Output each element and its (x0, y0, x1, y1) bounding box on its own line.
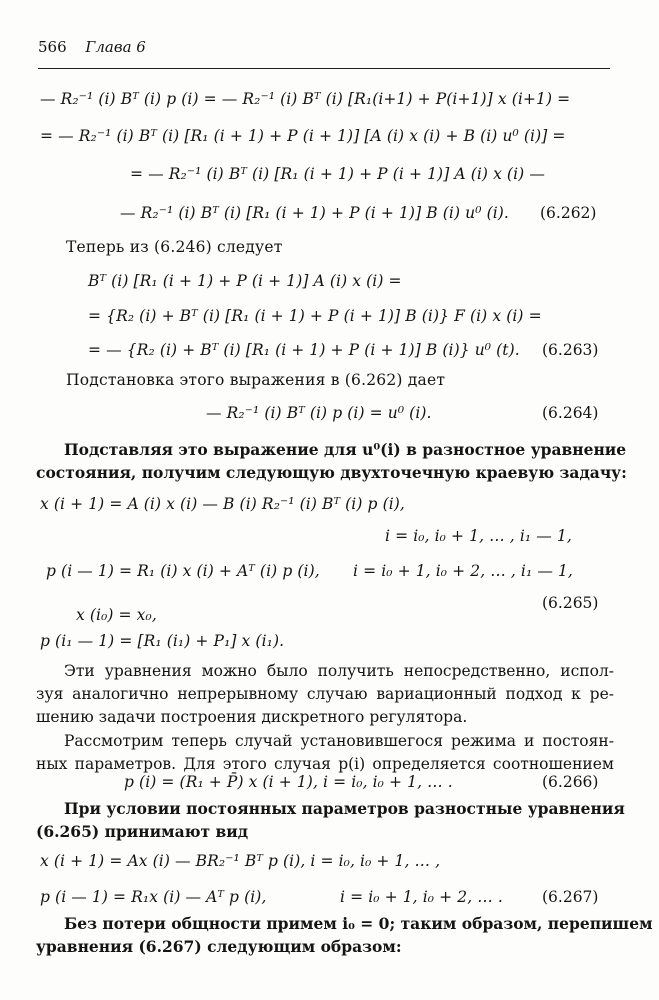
paragraph-5-line-1: Без потери общности примем i₀ = 0; таким образом, перепишем (64, 914, 653, 933)
paragraph-2-line-1: Эти уравнения можно было получить непосредственно, испол- (64, 662, 614, 680)
paragraph-4-line-1: При условии постоянных параметров разностные уравнения (64, 799, 625, 818)
eq265-line1: x (i + 1) = A (i) x (i) — B (i) R₂⁻¹ (i) Bᵀ (i) p (i), (40, 495, 405, 513)
eq266-line1: p (i) = (R₁ + P̄) x (i + 1), i = i₀, i₀ + 1, … . (124, 773, 453, 791)
paragraph-5 (36, 912, 653, 958)
eq263-line1: Bᵀ (i) [R₁ (i + 1) + P (i + 1)] A (i) x (i) = (88, 272, 402, 290)
eq262-number: (6.262) (540, 204, 597, 222)
paragraph-1 (36, 438, 627, 484)
eq263-number: (6.263) (542, 341, 599, 359)
eq266-number: (6.266) (542, 773, 599, 791)
eq265-line4: p (i₁ — 1) = [R₁ (i₁) + P₁] x (i₁). (40, 632, 285, 650)
page-header (38, 38, 146, 56)
eq267-line2-range: i = i₀ + 1, i₀ + 2, … . (340, 888, 503, 906)
header-rule (38, 68, 610, 69)
eq262-line2: = — R₂⁻¹ (i) Bᵀ (i) [R₁ (i + 1) + P (i + 1)] [A (i) x (i) + B (i) u⁰ (i)] = (40, 127, 566, 145)
paragraph-4 (36, 797, 625, 843)
text-substitution: Подстановка этого выражения в (6.262) дает (66, 371, 446, 389)
eq267-number: (6.267) (542, 888, 599, 906)
page-number: 566 (38, 38, 67, 56)
eq262-line4: — R₂⁻¹ (i) Bᵀ (i) [R₁ (i + 1) + P (i + 1)] B (i) u⁰ (i). (120, 204, 509, 222)
eq264-number: (6.264) (542, 404, 599, 422)
paragraph-4-line-2: (6.265) принимают вид (36, 822, 249, 841)
eq267-line2: p (i — 1) = R₁x (i) — Aᵀ p (i), (40, 888, 267, 906)
eq265-line1-range: i = i₀, i₀ + 1, … , i₁ — 1, (385, 527, 572, 545)
paragraph-1-line-1: Подставляя это выражение для u⁰(i) в разностное уравнение (64, 440, 627, 459)
paragraph-2-line-2: зуя аналогично непрерывному случаю вариационный подход к ре- (36, 685, 614, 703)
paragraph-2-line-3: шению задачи построения дискретного регулятора. (36, 708, 468, 726)
paragraph-2 (36, 660, 614, 729)
text-from-246: Теперь из (6.246) следует (66, 238, 283, 256)
paragraph-3-line-1: Рассмотрим теперь случай установившегося режима и постоян- (64, 732, 614, 750)
eq265-line2-range: i = i₀ + 1, i₀ + 2, … , i₁ — 1, (353, 562, 573, 580)
paragraph-5-line-2: уравнения (6.267) следующим образом: (36, 937, 402, 956)
eq262-line3: = — R₂⁻¹ (i) Bᵀ (i) [R₁ (i + 1) + P (i + 1)] A (i) x (i) — (130, 165, 545, 183)
paragraph-3-line-2: ных параметров. Для этого случая p(i) определяется соотношением (36, 755, 614, 773)
eq265-line3: x (i₀) = x₀, (76, 606, 157, 624)
eq263-line3: = — {R₂ (i) + Bᵀ (i) [R₁ (i + 1) + P (i + 1)] B (i)} u⁰ (t). (88, 341, 520, 359)
eq262-line1: — R₂⁻¹ (i) Bᵀ (i) p (i) = — R₂⁻¹ (i) Bᵀ (i) [R₁(i+1) + P(i+1)] x (i+1) = (40, 90, 571, 108)
eq264-line1: — R₂⁻¹ (i) Bᵀ (i) p (i) = u⁰ (i). (206, 404, 432, 422)
eq267-line1: x (i + 1) = Ax (i) — BR₂⁻¹ Bᵀ p (i), i = i₀, i₀ + 1, … , (40, 852, 441, 870)
paragraph-1-line-2: состояния, получим следующую двухточечную краевую задачу: (36, 463, 627, 482)
eq265-number: (6.265) (542, 594, 599, 612)
paragraph-3 (36, 730, 614, 776)
eq265-line2: p (i — 1) = R₁ (i) x (i) + Aᵀ (i) p (i), (46, 562, 320, 580)
eq263-line2: = {R₂ (i) + Bᵀ (i) [R₁ (i + 1) + P (i + 1)] B (i)} F (i) x (i) = (88, 307, 542, 325)
chapter-title: Глава 6 (85, 38, 146, 56)
